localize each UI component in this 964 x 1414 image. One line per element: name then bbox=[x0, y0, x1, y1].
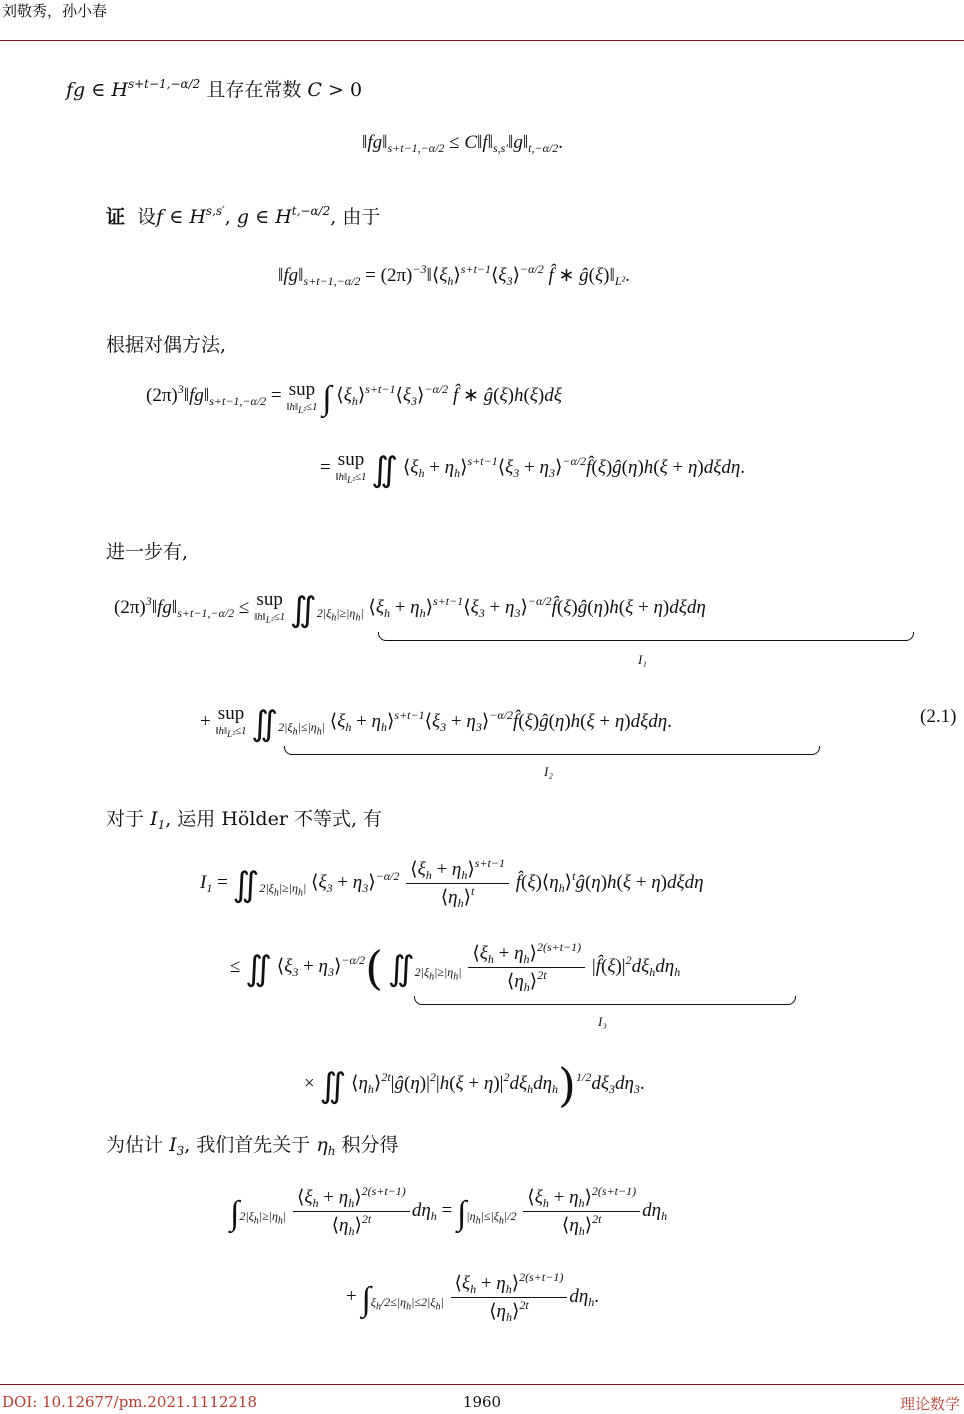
equation-duality-2: = sup $‖h‖_{L^2}\le 1$ ∬ $⟨\xi_h$ + $\eta_h⟩^{s+t-1}⟨\xi_3$ + $\eta_3⟩^{-\alpha/2}f̂(\xi)ĝ(\eta)h(\xi + \eta)d\xi d\eta$. bbox=[320, 449, 746, 489]
holder-text-a: 对于 bbox=[106, 808, 145, 830]
duality-text: 根据对偶方法, bbox=[106, 334, 227, 356]
header-rule bbox=[0, 40, 964, 41]
estimate-text-c: 积分得 bbox=[341, 1134, 399, 1156]
holder-text-b: , 运用 Hölder 不等式, 有 bbox=[165, 808, 383, 830]
label-I1: I₁ bbox=[638, 652, 647, 667]
underbrace-I2 bbox=[284, 746, 820, 755]
estimate-text-a: 为估计 bbox=[106, 1134, 164, 1156]
statement-line: fg ∈ $H^{s+t-1,-\alpha/2}$ 且存在常数 C > 0 bbox=[66, 77, 363, 101]
label-I2: I₂ bbox=[544, 764, 553, 779]
estimate-line: 为估计 $I_3$, 我们首先关于 $\eta_h$ 积分得 bbox=[106, 1134, 399, 1158]
equation-I1: $I_1$ = $∬_{2|\xi_h|\ge|\eta_h|}$ $⟨\xi_3$ + $\eta_3⟩^{-\alpha/2}$ $\frac{⟨\xi_h + \eta_h⟩^{s+t-1}}{⟨\eta_h⟩^t}$ $f̂(\xi)⟨\eta_h⟩^tĝ(\eta)h(\xi + \eta)d\xi d\eta$ bbox=[200, 856, 704, 910]
equation-fourier-norm: $‖fg‖_{s+t-1,-\alpha/2}$ = $(2\pi)^{-3}‖⟨\xi_h⟩^{s+t-1}⟨\xi_3⟩^{-\alpha/2}$ f̂ ∗ $ĝ(\xi)‖_{L^2}$. bbox=[278, 262, 630, 288]
running-header-authors: 刘敬秀，孙小春 bbox=[2, 2, 108, 20]
equation-holder-1: ≤ ∬ $⟨\xi_3$ + $\eta_3⟩^{-\alpha/2}$( $∬_{2|\xi_h|\ge|\eta_h|}$ $\frac{⟨\xi_h + \eta_h⟩^{2(s+t-1)}}{⟨\eta_h⟩^{2t}}$ $|f̂(\xi)|^2d\xi_hd\eta_h$ bbox=[230, 940, 681, 995]
proof-line: 证 设f ∈ $H^{s,s'}$, g ∈ $H^{t,-\alpha/2}$, 由于 bbox=[106, 204, 381, 228]
label-I3: I₃ bbox=[598, 1014, 607, 1029]
statement-text: 且存在常数 bbox=[206, 79, 302, 101]
estimate-text-b: , 我们首先关于 bbox=[184, 1134, 311, 1156]
underbrace-I3 bbox=[414, 996, 796, 1005]
equation-norm-bound: $‖fg‖_{s+t-1,-\alpha/2}$ ≤ $C‖f‖_{s,s'}‖g‖_{t,-\alpha/2}$. bbox=[362, 132, 563, 155]
footer-rule bbox=[0, 1384, 964, 1385]
equation-number: (2.1) bbox=[920, 706, 957, 727]
equation-integral-split-2: + $\int_{\xi_h/2\le|\eta_h|\le 2|\xi_h|}$ $\frac{⟨\xi_h + \eta_h⟩^{2(s+t-1)}}{⟨\eta_h⟩^{2t}}$ $d\eta_h$. bbox=[346, 1270, 600, 1324]
underbrace-I1 bbox=[378, 632, 914, 641]
further-text: 进一步有, bbox=[106, 541, 189, 563]
equation-integral-split-1: $\int_{2|\xi_h|\ge|\eta_h|}$ $\frac{⟨\xi_h + \eta_h⟩^{2(s+t-1)}}{⟨\eta_h⟩^{2t}}$ $d\eta_h = \int_{|\eta_h|\le|\xi_h|/2}$ $\frac{⟨\xi_h + \eta_h⟩^{2(s+t-1)}}{⟨\eta_h⟩^{2t}}$ $d\eta_h$ bbox=[230, 1184, 668, 1238]
footer-page-number: 1960 bbox=[462, 1393, 502, 1411]
proof-label: 证 bbox=[106, 206, 126, 228]
proof-intro: 设 bbox=[137, 206, 157, 228]
equation-split-2: + sup $‖h‖_{L^2}\le 1$ $∬_{2|\xi_h|\le|\eta_h|}$ $⟨\xi_h$ + $\eta_h⟩^{s+t-1}⟨\xi_3$ + $\eta_3⟩^{-\alpha/2}f̂(\xi)ĝ(\eta)h(\xi + \eta)d\xi d\eta$. bbox=[200, 703, 672, 743]
equation-holder-2: × ∬ $⟨\eta_h⟩^{2t}|ĝ(\eta)|^2|h(\xi + \eta)|^2d\xi_hd\eta_h)^{1/2}d\xi_3d\eta_3$. bbox=[304, 1058, 645, 1112]
footer-doi[interactable]: DOI: 10.12677/pm.2021.1112218 bbox=[2, 1393, 258, 1411]
holder-line: 对于 $I_1$, 运用 Hölder 不等式, 有 bbox=[106, 808, 383, 832]
equation-duality-1: $(2\pi)^3‖fg‖_{s+t-1,-\alpha/2}$ = sup $‖h‖_{L^2}\le 1$ ∫ $⟨\xi_h⟩^{s+t-1}⟨\xi_3⟩^{-\alpha/2}$ f̂ ∗ ĝ(ξ)h(ξ)dξ bbox=[146, 379, 562, 417]
equation-split-1: $(2\pi)^3‖fg‖_{s+t-1,-\alpha/2}$ ≤ sup $‖h‖_{L^2}\le 1$ $∬_{2|\xi_h|\ge|\eta_h|}$ $⟨\xi_h$ + $\eta_h⟩^{s+t-1}⟨\xi_3$ + $\eta_3⟩^{-\alpha/2}f̂(\xi)ĝ(\eta)h(\xi + \eta)d\xi d\eta$ bbox=[114, 589, 706, 629]
proof-tail: , 由于 bbox=[330, 206, 381, 228]
footer-journal: 理论数学 bbox=[899, 1395, 960, 1413]
